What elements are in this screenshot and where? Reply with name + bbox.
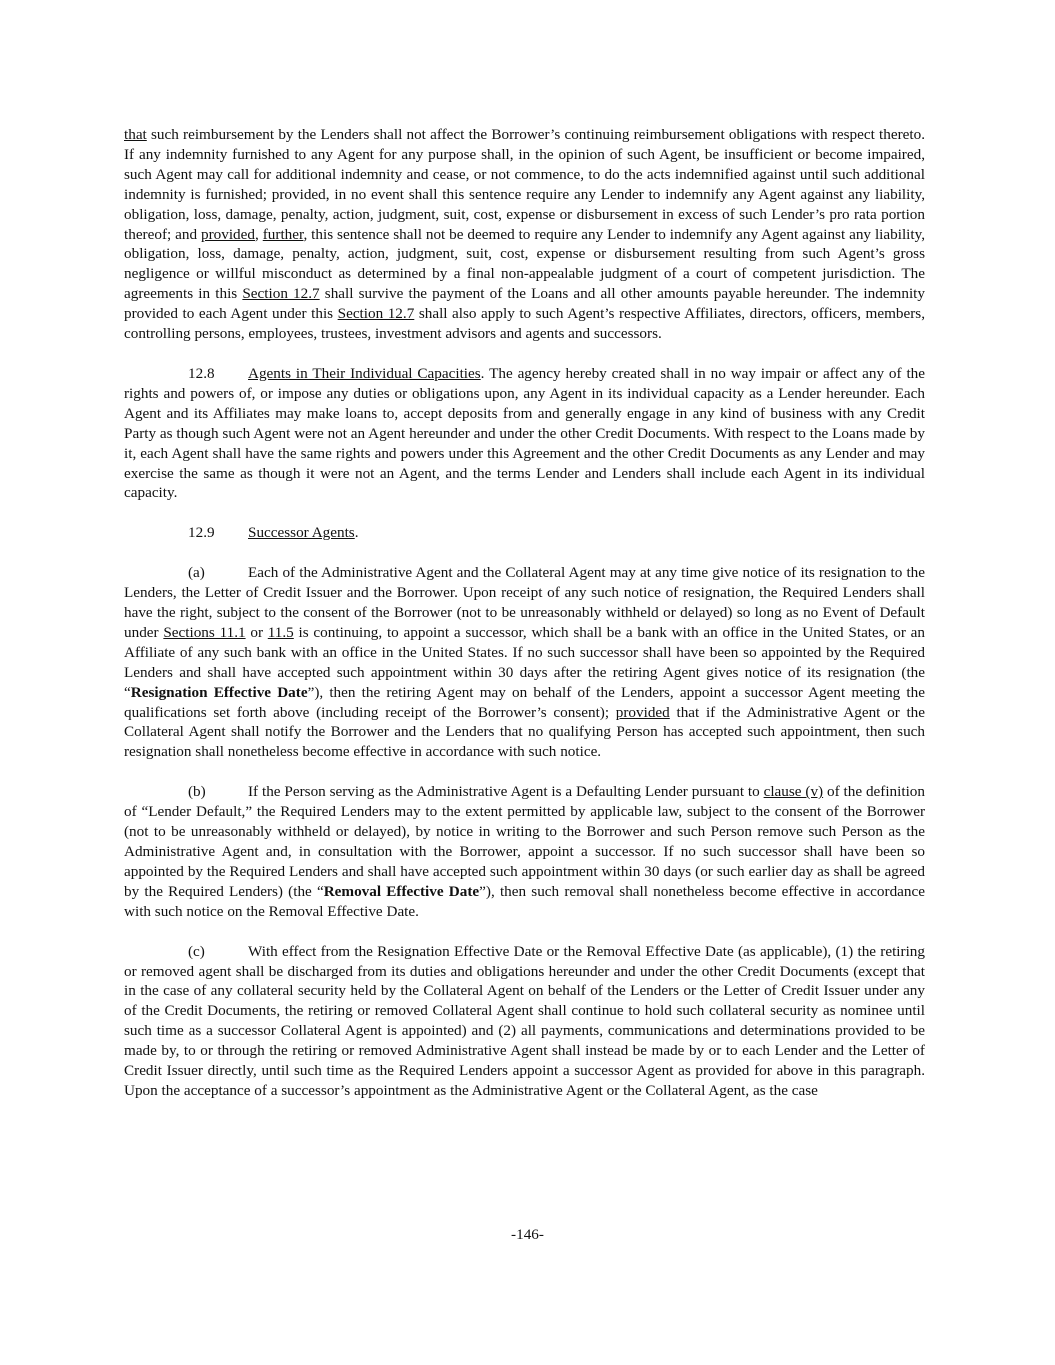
section-number: 12.8 — [188, 364, 215, 382]
section-12-9-heading: 12.9 Successor Agents. — [188, 524, 359, 542]
paragraph-a: (a) Each of the Administrative Agent and the Collateral Agent may at any time give notice of its resignation to the Lenders, the Letter of Credit Issuer and the Borrower. Upon receipt of any such notice of resignation, the Required Lenders shall have the right, subject to the consent of the Borrower (not to be unreasonably withheld or delayed) so long as no Event of Default under Sections 11.1 or 11.5 is continuing, to appoint a successor, which shall be a bank with an office in the United States, or an Affiliate of any such bank with an office in the United States. If no such successor shall have been so appointed by the Required Lenders and shall have accepted such appointment within 30 days after the retiring Agent gives notice of its resignation (the “Resignation Effective Date”), then the retiring Agent may on behalf of the Lenders, appoint a successor Agent meeting the qualifications set forth above (including receipt of the Borrower’s consent); provided that if the Administrative Agent or the Collateral Agent shall notify the Borrower and the Lenders that no qualifying Person has accepted such appointment, then such resignation shall nonetheless become effective in accordance with such notice. — [124, 564, 925, 761]
section-reference: Section 12.7 — [242, 285, 320, 303]
defined-term: Removal Effective Date — [323, 882, 480, 900]
section-heading: Agents in Their Individual Capacities — [248, 364, 481, 382]
paragraph-b: (b) If the Person serving as the Administrative Agent is a Defaulting Lender pursuant to clause (v) of the definition of “Lender Default,” the Required Lenders may to the extent permitted by applicable law, subject to the consent of the Borrower (not to be unreasonably withheld or delayed), by notice in writing to the Borrower and such Person remove such Person as the Administrative Agent and, in consultation with the Borrower, appoint a successor. If no such successor shall have been so appointed by the Required Lenders and shall have accepted such appointment within 30 days (or such earlier day as shall be agreed by the Required Lenders) (the “Removal Effective Date”), then such removal shall nonetheless become effective in accordance with such notice on the Removal Effective Date. — [124, 783, 925, 920]
clause-reference: clause (v) — [763, 783, 824, 801]
section-reference: Section 12.7 — [337, 305, 415, 323]
section-number: 12.9 — [188, 524, 215, 542]
underlined-term-provided: provided — [201, 225, 255, 243]
paragraph-c: (c) With effect from the Resignation Effective Date or the Removal Effective Date (as applicable), (1) the retiring or removed agent shall be discharged from its duties and obligations hereunder and under the other Credit Documents (except that in the case of any collateral security held by the Collateral Agent on behalf of the Lenders or the Letter of Credit Issuer under any of the Credit Documents, the retiring or removed Collateral Agent shall continue to hold such collateral security as nominee until such time as a successor Collateral Agent is appointed) and (2) all payments, communications and determinations provided to be made by, to or through the retiring or removed Administrative Agent shall instead be made by or to each Lender and the Letter of Credit Issuer directly, until such time as the Required Lenders appoint a successor Agent as provided for above in this paragraph. Upon the acceptance of a successor’s appointment as the Administrative Agent or the Collateral Agent, as the case — [124, 942, 925, 1099]
paragraph-indemnity-continued: that such reimbursement by the Lenders shall not affect the Borrower’s continuing reimbursement obligations with respect thereto. If any indemnity furnished to any Agent for any purpose shall, in the opinion of such Agent, be insufficient or become impaired, such Agent may call for additional indemnity and cease, or not commence, to do the acts indemnified against until such additional indemnity is furnished; provided, in no event shall this sentence require any Lender to indemnify any Agent against any liability, obligation, loss, damage, penalty, action, judgment, suit, cost, expense or disbursement in excess of such Lender’s pro rata portion thereof; and provided, further, this sentence shall not be deemed to require any Lender to indemnify any Agent against any liability, obligation, loss, damage, penalty, action, judgment, suit, cost, expense or disbursement resulting from such Agent’s gross negligence or willful misconduct as determined by a final non-appealable judgment of a court of competent jurisdiction. The agreements in this Section 12.7 shall survive the payment of the Loans and all other amounts payable hereunder. The indemnity provided to each Agent under this Section 12.7 shall also apply to such Agent’s respective Affiliates, directors, officers, members, controlling persons, employees, trustees, investment advisors and agents and successors. — [124, 126, 926, 343]
page-number: -146- — [511, 1226, 544, 1243]
underlined-term-further: further — [262, 225, 304, 243]
section-reference: 11.5 — [267, 623, 294, 641]
clause-label: (b) — [188, 783, 206, 801]
underlined-term-that: that — [124, 126, 147, 143]
clause-label: (a) — [188, 564, 205, 582]
section-12-8: 12.8 Agents in Their Individual Capacities. The agency hereby created shall in no way impair or affect any of the rights and powers of, or impose any duties or obligations upon, any Agent in its individual capacity as a Lender hereunder. Each Agent and its Affiliates may make loans to, accept deposits from and generally engage in any kind of business with any Credit Party as though such Agent were not an Agent hereunder and under the other Credit Documents. With respect to the Loans made by it, each Agent shall have the same rights and powers under this Agreement and the other Credit Documents as any Lender and may exercise the same as though it were not an Agent, and the terms Lender and Lenders shall include each Agent in its individual capacity. — [124, 364, 926, 502]
defined-term: Resignation Effective Date — [130, 683, 308, 701]
section-reference: Sections 11.1 — [163, 623, 246, 641]
underlined-term-provided: provided — [615, 703, 670, 721]
document-page — [124, 125, 925, 1101]
clause-label: (c) — [188, 942, 205, 960]
section-heading: Successor Agents — [248, 524, 355, 542]
